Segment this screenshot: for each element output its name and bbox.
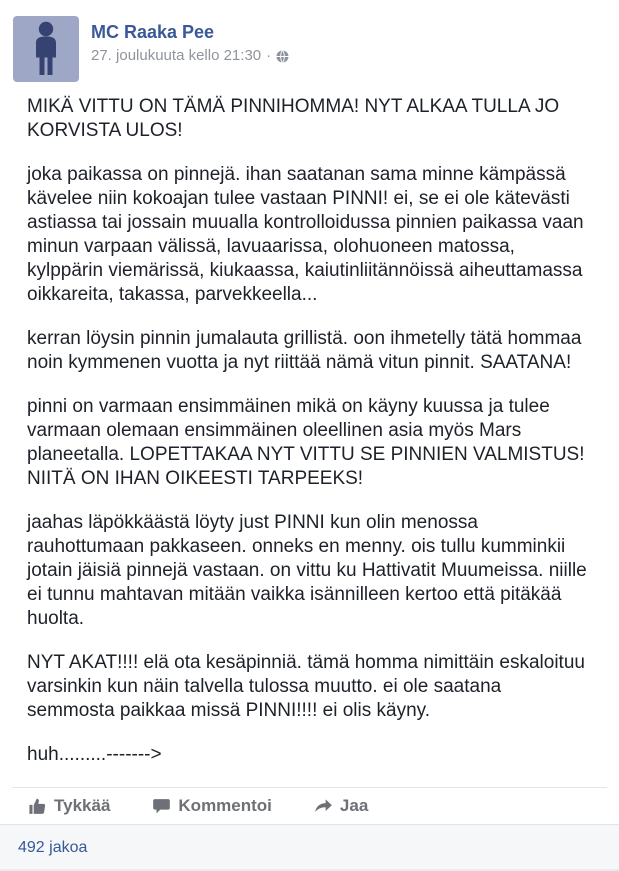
thumbs-up-icon (28, 797, 47, 816)
profile-avatar[interactable] (13, 16, 79, 82)
post-paragraph: MIKÄ VITTU ON TÄMÄ PINNIHOMMA! NYT ALKAA TULLA JO KORVISTA ULOS! (27, 96, 565, 141)
like-button[interactable] (28, 796, 110, 816)
post-paragraph: kerran löysin pinnin jumalauta grillistä. oon ihmetelly tätä hommaa noin kymmenen vuotta ja nyt riittää nämä vitun pinnit. SAATANA! (27, 328, 587, 373)
comment-button[interactable] (152, 796, 272, 816)
like-label: Tykkää (54, 796, 111, 815)
post-paragraph: pinni on varmaan ensimmäinen mikä on käyny kuussa ja tulee varmaan olemaan ensimmäinen oleellinen asia myös Mars planeetalla. LOPETTAKAA NYT VITTU SE PINNIEN VALMISTUS! NIITÄ ON IHAN OIKEESTI TARPEEKS! (27, 396, 590, 489)
globe-icon (276, 50, 289, 63)
header-text (91, 16, 289, 65)
post-body (0, 95, 619, 787)
person-silhouette-icon (13, 16, 79, 82)
share-label: Jaa (339, 796, 369, 815)
post-paragraph: jaahas läpökkäästä löyty just PINNI kun olin menossa rauhottumaan pakkaseen. onneks en menny. ois tullu kumminkii jotain jäisiä pinnejä vastaan. on vittu ku Hattivatit Muumeissa. niille ei tunnu mahtavan mitään vaikka isännilleen kertoo että pitäkää huolta. (27, 512, 593, 629)
share-arrow-icon (314, 797, 333, 816)
post-paragraph: NYT AKAT!!!! elä ota kesäpinniä. tämä homma nimittäin eskaloituu varsinkin kun näin talvella tulossa muutto. ei ole saatana semmosta paikkaa missä PINNI!!!! ei olis käyny. (27, 652, 591, 721)
post-header (0, 0, 619, 95)
share-count-link[interactable]: 492 jakoa (18, 839, 88, 856)
timestamp[interactable]: 27. joulukuuta kello 21:30 (91, 47, 262, 64)
meta-separator: · (266, 47, 272, 64)
speech-bubble-icon (152, 797, 171, 816)
post-meta (91, 47, 289, 65)
post-footer (0, 824, 619, 869)
author-name-link[interactable]: MC Raaka Pee (91, 22, 215, 42)
post-paragraph: joka paikassa on pinnejä. ihan saatanan sama minne kämpässä kävelee niin kokoajan tulee vastaan PINNI! ei, se ei ole kätevästi astiassa tai jossain muualla kontrolloidussa pinnien paikassa vaan minun varpaan välissä, lavuaarissa, olohuoneen matossa, kylppärin viemärissä, kiukaassa, kaiutinliitännöissä aiheuttamassa oikkareita, takassa, parvekkeella... (27, 164, 589, 305)
comment-label: Kommentoi (178, 796, 272, 815)
action-bar (12, 787, 607, 824)
post-paragraph: huh.........-------> (27, 744, 162, 765)
share-button[interactable] (314, 796, 368, 816)
